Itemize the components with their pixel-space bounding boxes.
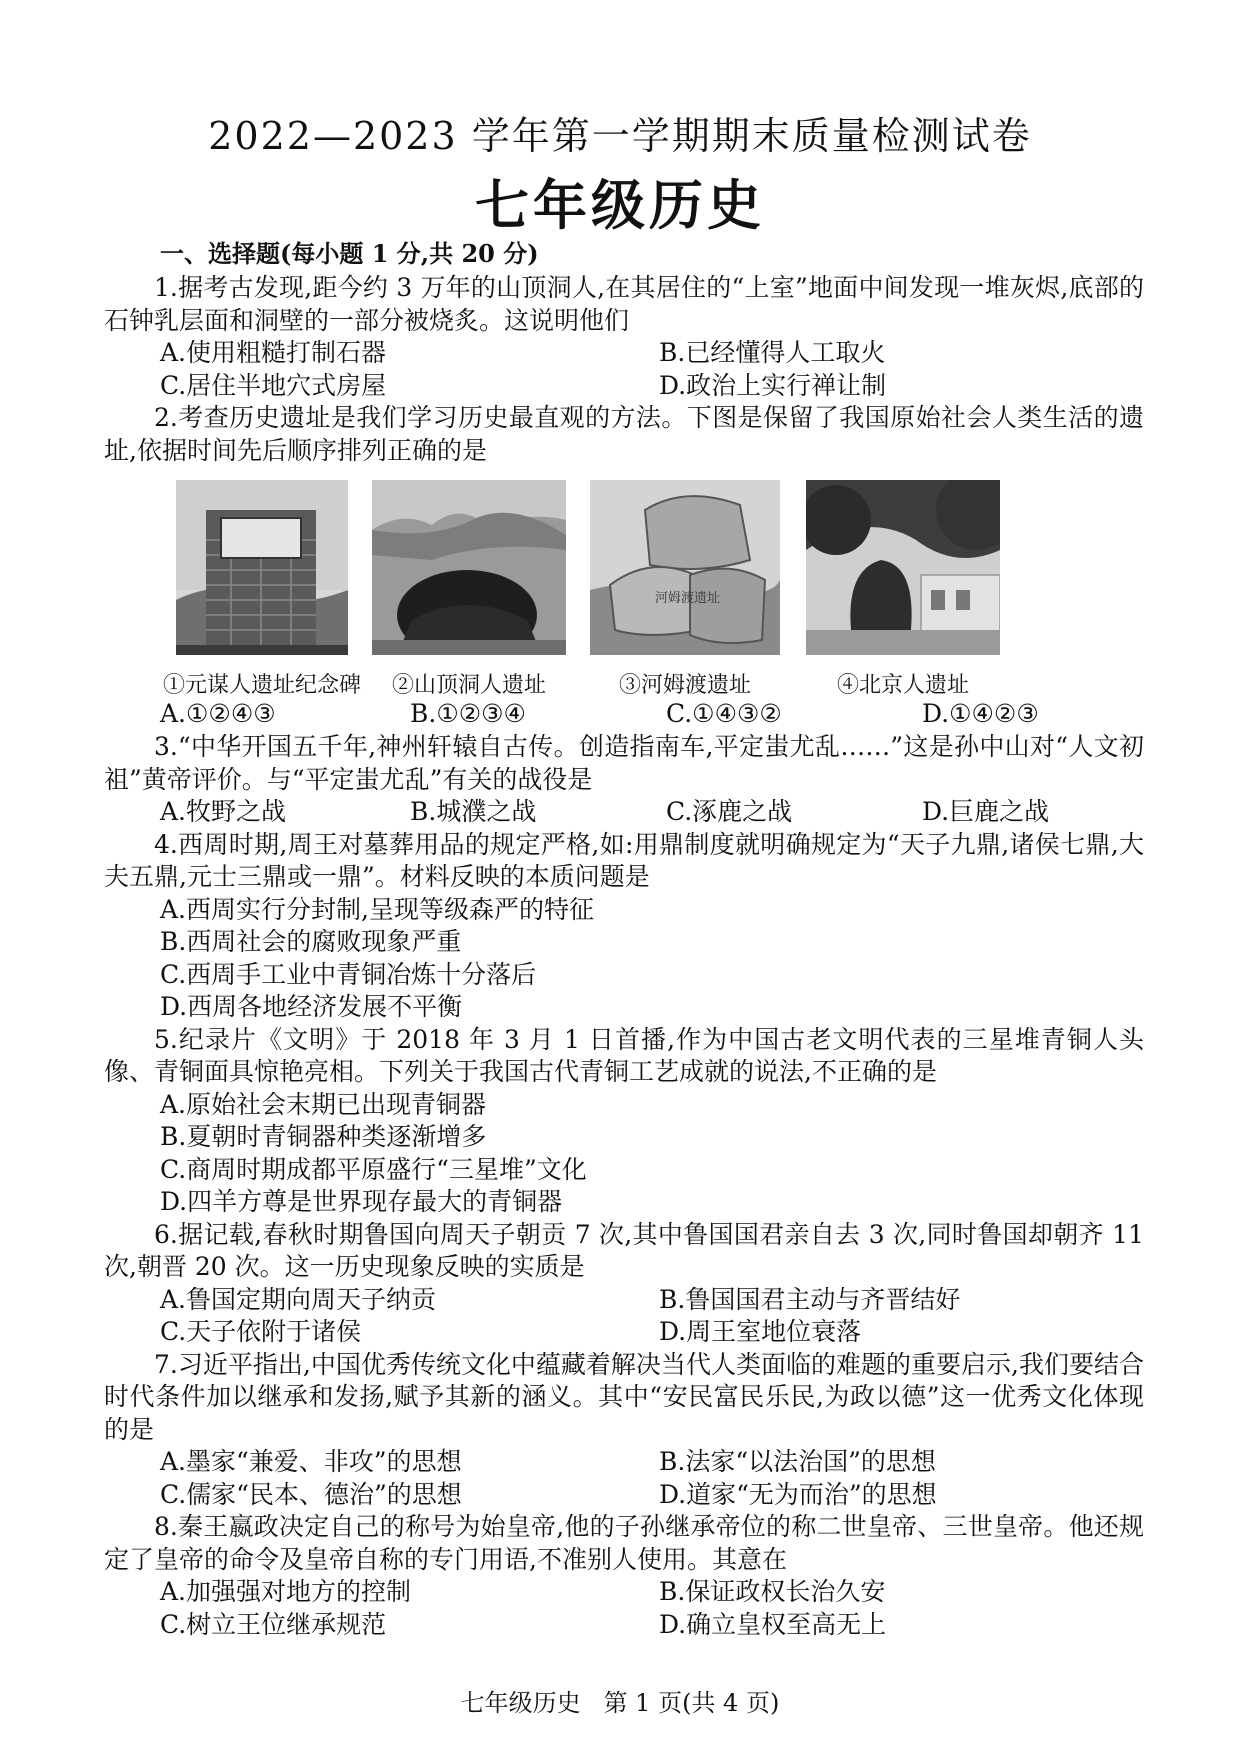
option-a: A.使用粗糙打制石器 [160, 338, 387, 367]
question-stem: 8.秦王嬴政决定自己的称号为始皇帝,他的子孙继承帝位的称二世皇帝、三世皇帝。他还规定了皇帝的命令及皇帝自称的专门用语,不准别人使用。其意在 [104, 1512, 1144, 1574]
photo-yuanmou-monument [176, 480, 348, 655]
option-a: A.加强强对地方的控制 [160, 1577, 412, 1606]
hemudu-inscription: 河姆渡遗址 [655, 591, 721, 606]
question-stem: 4.西周时期,周王对墓葬用品的规定严格,如:用鼎制度就明确规定为“天子九鼎,诸侯七鼎,大夫五鼎,元士三鼎或一鼎”。材料反映的本质问题是 [104, 829, 1144, 891]
option-d: D.政治上实行禅让制 [659, 370, 887, 400]
question-2-options [104, 698, 1144, 731]
option-c: C.儒家“民本、德治”的思想 [160, 1479, 462, 1509]
option-c: C.西周手工业中青铜冶炼十分落后 [160, 959, 537, 989]
question-5 [104, 1024, 1144, 1219]
options [104, 337, 1144, 402]
option-b: B.保证政权长治久安 [659, 1577, 886, 1606]
option-c: C.商周时期成都平原盛行“三星堆”文化 [160, 1154, 587, 1184]
option-c: C.①④③② [666, 699, 782, 728]
options [104, 1284, 1144, 1349]
photo-caption-1: ①元谋人遗址纪念碑 [162, 673, 361, 698]
section-title: 一、选择题(每小题 1 分,共 20 分) [160, 239, 539, 268]
photo-peking-man-site [806, 480, 1000, 655]
question-6 [104, 1219, 1144, 1349]
option-c: C.天子依附于诸侯 [160, 1317, 362, 1346]
option-a: A.西周实行分封制,呈现等级森严的特征 [160, 894, 594, 924]
photo-hemudu-site [590, 480, 780, 655]
option-a: A.墨家“兼爱、非攻”的思想 [160, 1447, 462, 1476]
options [104, 1089, 1144, 1219]
option-d: D.四羊方尊是世界现存最大的青铜器 [160, 1187, 563, 1216]
option-d: D.西周各地经济发展不平衡 [160, 992, 463, 1021]
exam-title: 2022—2023 学年第一学期期末质量检测试卷 [208, 114, 1032, 158]
option-a: A.鲁国定期向周天子纳贡 [160, 1284, 437, 1314]
option-d: D.道家“无为而治”的思想 [659, 1479, 937, 1509]
site-photos [162, 480, 1056, 700]
questions-3-to-8 [104, 731, 1144, 1641]
options [104, 796, 1144, 829]
page-footer: 七年级历史 第 1 页(共 4 页) [460, 1689, 780, 1717]
question-stem: 1.据考古发现,距今约 3 万年的山顶洞人,在其居住的“上室”地面中间发现一堆灰烬,底部的石钟乳层面和洞壁的一部分被烧炙。这说明他们 [104, 273, 1144, 335]
option-c: C.居住半地穴式房屋 [160, 370, 387, 400]
option-b: B.法家“以法治国”的思想 [659, 1447, 936, 1476]
option-b: B.城濮之战 [410, 797, 537, 826]
options [104, 894, 1144, 1024]
photo-caption-2: ②山顶洞人遗址 [391, 673, 546, 698]
option-b: B.已经懂得人工取火 [659, 338, 886, 367]
question-7 [104, 1349, 1144, 1512]
question-3 [104, 731, 1144, 829]
option-a: A.原始社会末期已出现青铜器 [160, 1089, 487, 1119]
option-b: B.鲁国国君主动与齐晋结好 [659, 1284, 961, 1314]
option-c: C.涿鹿之战 [666, 797, 793, 826]
option-a: A.①②④③ [160, 699, 276, 728]
option-d: D.巨鹿之战 [922, 797, 1050, 826]
option-c: C.树立王位继承规范 [160, 1609, 387, 1639]
question-stem: 7.习近平指出,中国优秀传统文化中蕴藏着解决当代人类面临的难题的重要启示,我们要结合时代条件加以继承和发扬,赋予其新的涵义。其中“安民富民乐民,为政以德”这一优秀文化体现的是 [104, 1349, 1144, 1444]
photo-caption-4: ④北京人遗址 [836, 673, 969, 698]
question-8 [104, 1511, 1144, 1641]
option-b: B.夏朝时青铜器种类逐渐增多 [160, 1122, 487, 1151]
question-stem: 3.“中华开国五千年,神州轩辕自古传。创造指南车,平定蚩尤乱……”这是孙中山对“人文初祖”黄帝评价。与“平定蚩尤乱”有关的战役是 [104, 732, 1144, 794]
subject-title: 七年级历史 [475, 173, 765, 237]
question-4 [104, 829, 1144, 1024]
question-2 [104, 402, 1144, 467]
photo-zhoukoudian-cave [372, 480, 566, 655]
options [104, 1576, 1144, 1641]
option-b: B.①②③④ [410, 699, 526, 728]
question-stem: 5.纪录片《文明》于 2018 年 3 月 1 日首播,作为中国古老文明代表的三星堆青铜人头像、青铜面具惊艳亮相。下列关于我国古代青铜工艺成就的说法,不正确的是 [104, 1024, 1144, 1086]
option-d: D.周王室地位衰落 [659, 1317, 862, 1346]
photo-caption-3: ③河姆渡遗址 [618, 673, 751, 698]
option-a: A.牧野之战 [160, 797, 287, 826]
option-d: D.①④②③ [922, 699, 1039, 728]
option-b: B.西周社会的腐败现象严重 [160, 927, 462, 956]
options [104, 698, 1144, 731]
question-1 [104, 272, 1144, 402]
question-stem: 6.据记载,春秋时期鲁国向周天子朝贡 7 次,其中鲁国国君亲自去 3 次,同时鲁国却朝齐 11 次,朝晋 20 次。这一历史现象反映的实质是 [104, 1219, 1144, 1281]
option-d: D.确立皇权至高无上 [659, 1609, 887, 1639]
question-stem: 2.考查历史遗址是我们学习历史最直观的方法。下图是保留了我国原始社会人类生活的遗址,依据时间先后顺序排列正确的是 [104, 403, 1144, 465]
options [104, 1446, 1144, 1511]
